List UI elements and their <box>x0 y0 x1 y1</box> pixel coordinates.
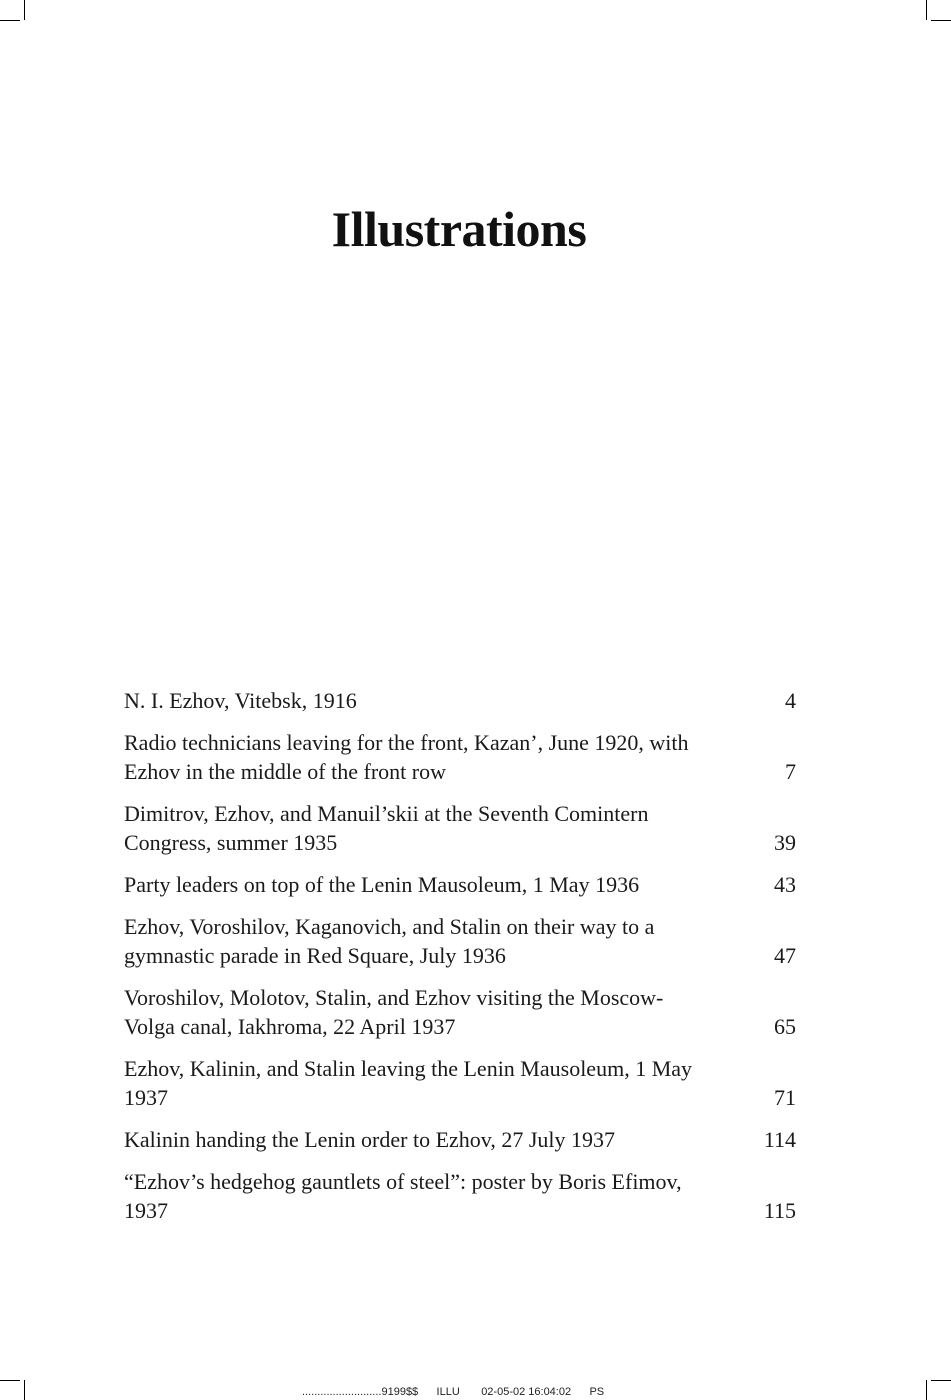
illustration-caption: N. I. Ezhov, Vitebsk, 1916 <box>124 688 357 713</box>
illustration-caption: Party leaders on top of the Lenin Mausoleum, 1 May 1936 <box>124 872 640 897</box>
crop-mark-bottom-right-v <box>926 1380 927 1400</box>
illustration-caption: “Ezhov’s hedgehog gauntlets of steel”: poster by Boris Efimov, 1937 <box>124 1169 682 1223</box>
crop-mark-bottom-left-h <box>0 1380 20 1381</box>
crop-mark-top-right-v <box>926 0 927 20</box>
slug-job: 9199$$ <box>381 1386 419 1398</box>
slug-code: PS <box>589 1386 605 1398</box>
list-item <box>124 983 796 1041</box>
list-item <box>124 1167 796 1225</box>
page-number: 39 <box>774 830 796 855</box>
illustration-caption: Ezhov, Kalinin, and Stalin leaving the Lenin Mausoleum, 1 May 1937 <box>124 1056 693 1110</box>
page-number: 4 <box>785 688 796 713</box>
crop-mark-bottom-right-h <box>931 1380 951 1381</box>
list-item <box>124 870 796 899</box>
illustration-caption: Dimitrov, Ezhov, and Manuil’skii at the Seventh Comintern Congress, summer 1935 <box>124 801 649 855</box>
crop-mark-top-right-h <box>931 20 951 21</box>
list-item <box>124 1125 796 1154</box>
crop-mark-top-left-h <box>0 20 20 21</box>
crop-mark-top-left-v <box>24 0 25 20</box>
page-number: 7 <box>785 759 796 784</box>
slug-dots: .......................... <box>302 1386 382 1398</box>
page-number: 65 <box>774 1014 796 1039</box>
illustration-caption: Ezhov, Voroshilov, Kaganovich, and Stalin on their way to a gymnastic parade in Red Square, July 1936 <box>124 914 655 968</box>
list-item <box>124 728 796 786</box>
printer-slug-line <box>302 1386 604 1398</box>
page-number: 114 <box>763 1127 796 1152</box>
list-item <box>124 1054 796 1112</box>
illustrations-list <box>124 686 796 1238</box>
crop-mark-bottom-left-v <box>24 1380 25 1400</box>
slug-timestamp: 02-05-02 16:04:02 <box>481 1386 572 1398</box>
illustration-caption: Kalinin handing the Lenin order to Ezhov, 27 July 1937 <box>124 1127 616 1152</box>
page-number: 115 <box>763 1198 796 1223</box>
illustration-caption: Voroshilov, Molotov, Stalin, and Ezhov visiting the Moscow-Volga canal, Iakhroma, 22 April 1937 <box>124 985 664 1039</box>
page-number: 47 <box>774 943 796 968</box>
page-number: 71 <box>774 1085 796 1110</box>
page-number: 43 <box>774 872 796 897</box>
slug-section: ILLU <box>436 1386 460 1398</box>
list-item <box>124 912 796 970</box>
illustration-caption: Radio technicians leaving for the front, Kazan’, June 1920, with Ezhov in the middle of the front row <box>124 730 689 784</box>
list-item <box>124 686 796 715</box>
page-title: Illustrations <box>331 201 587 257</box>
list-item <box>124 799 796 857</box>
